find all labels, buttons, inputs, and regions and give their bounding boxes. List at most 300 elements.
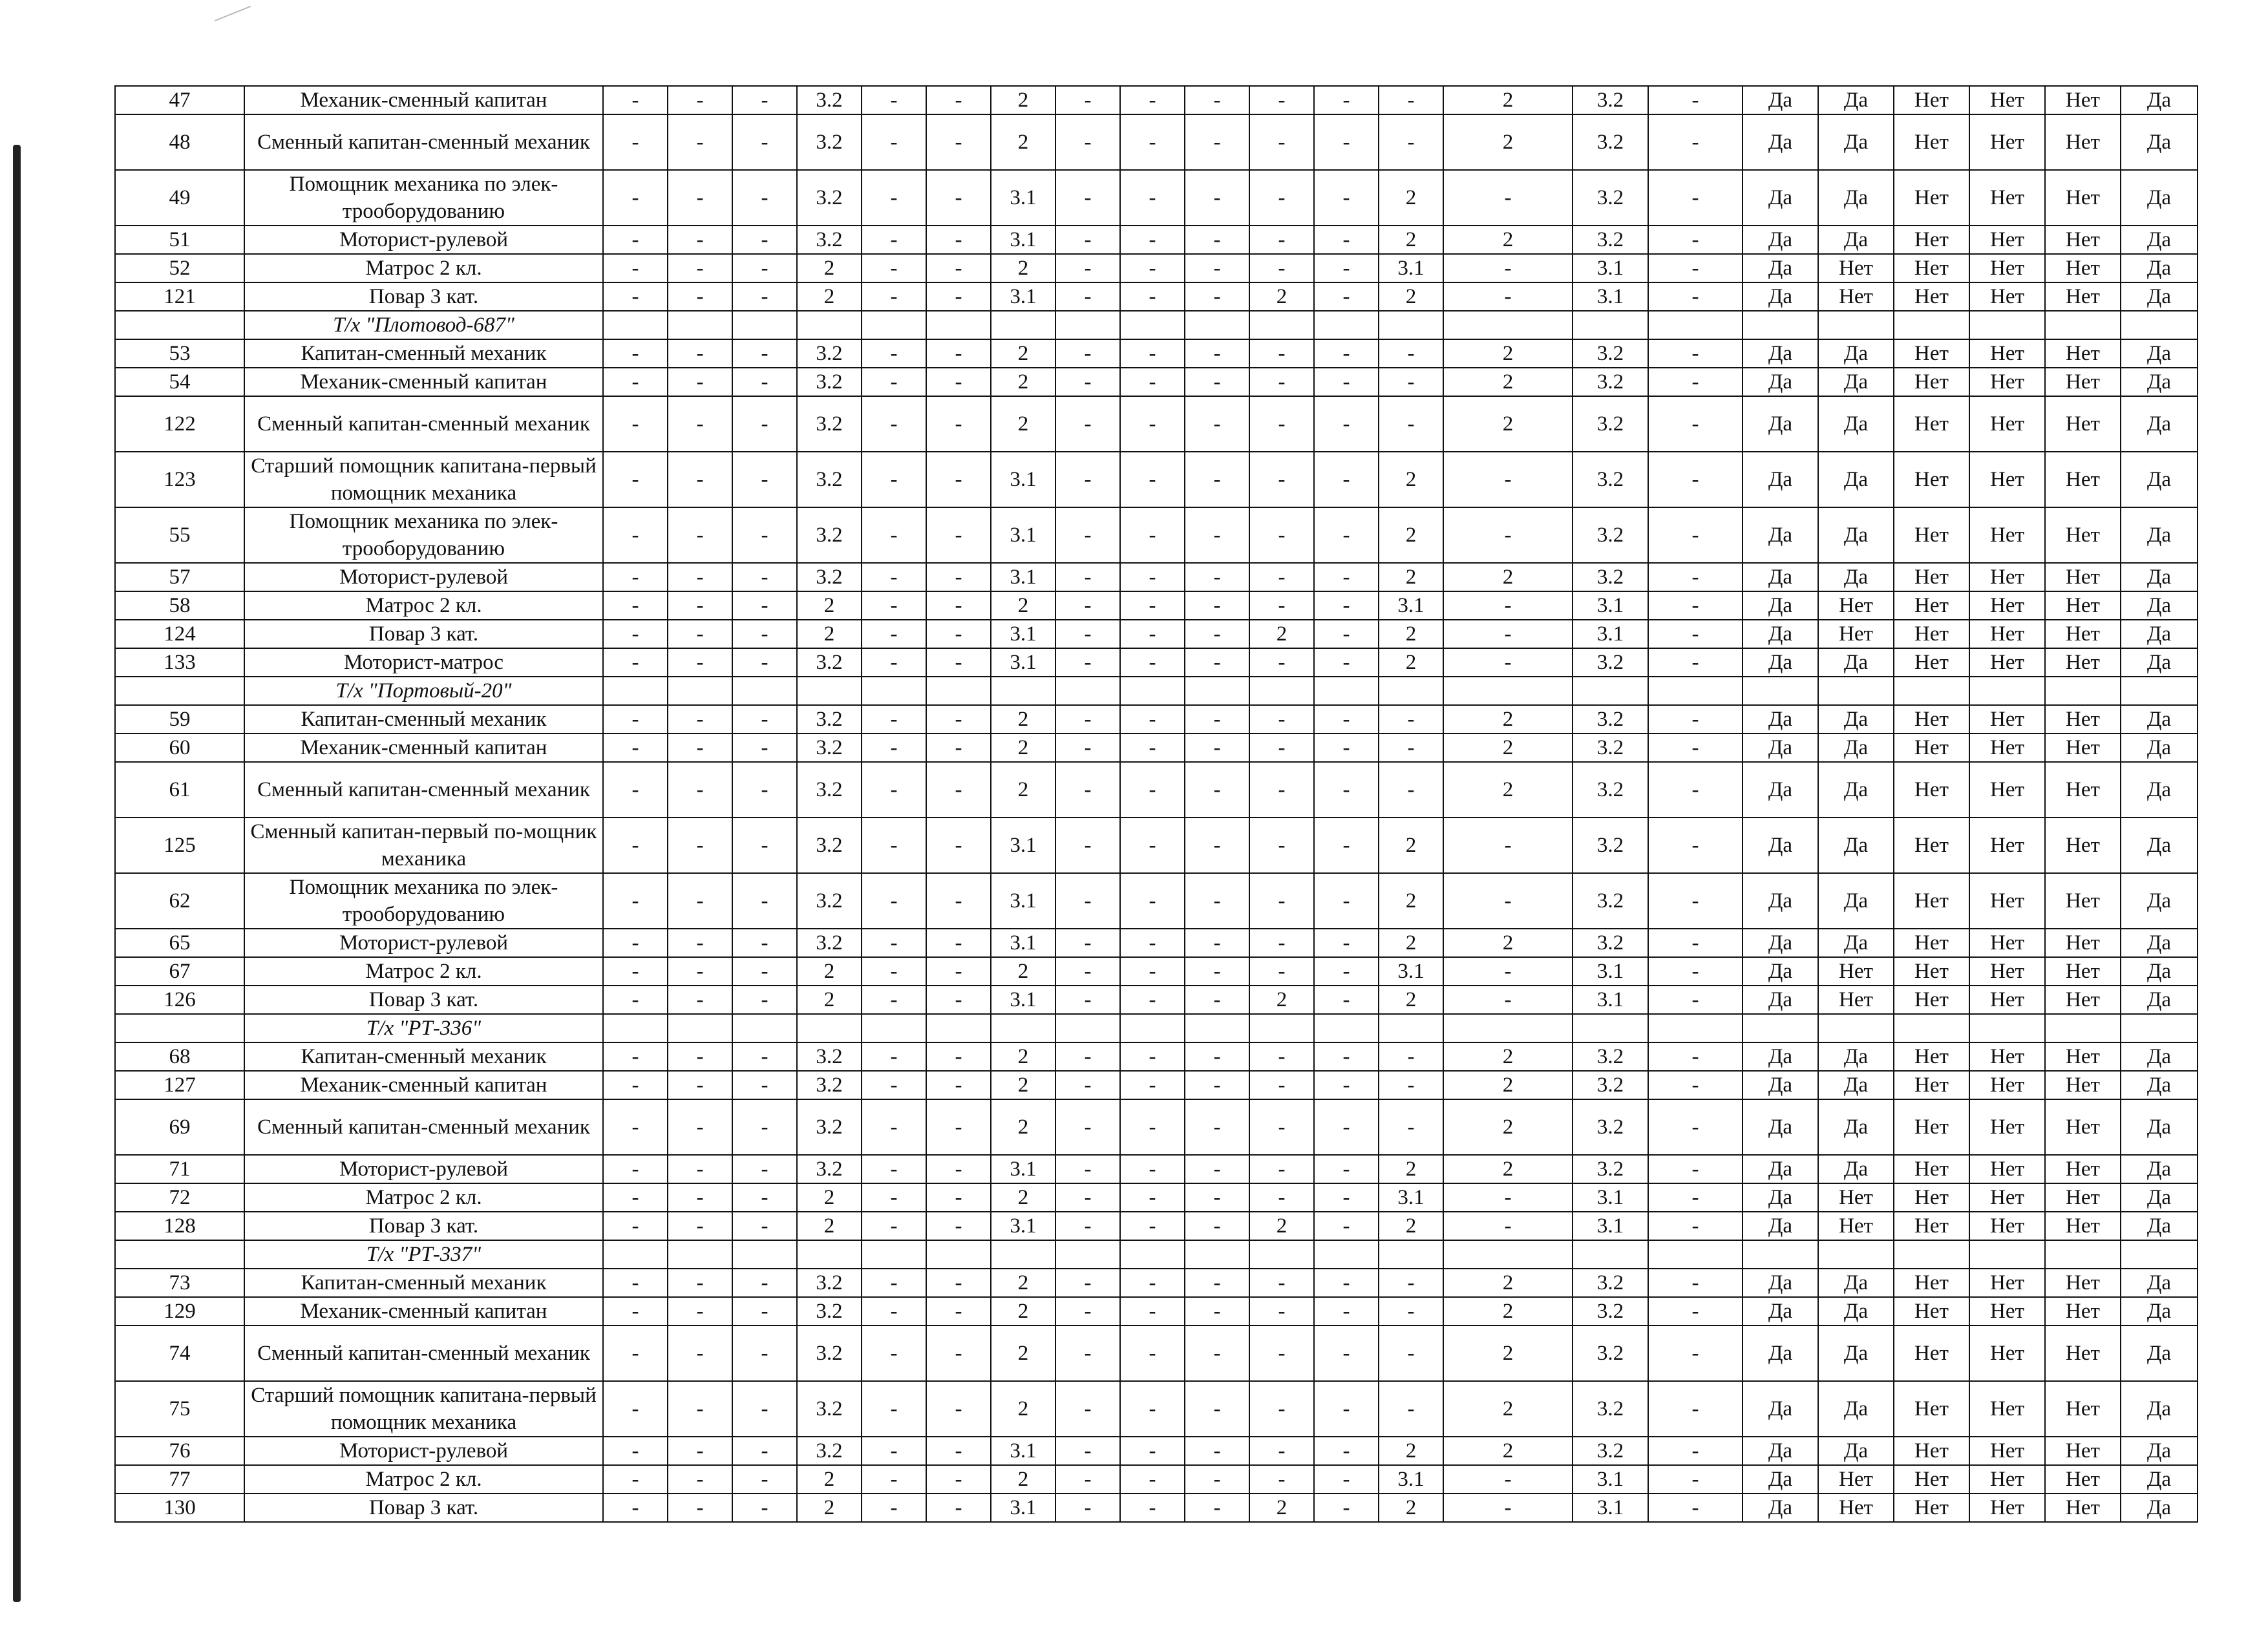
value-cell: 3.2 [797, 1381, 862, 1437]
value-cell: - [1249, 1155, 1314, 1183]
value-cell: 2 [991, 705, 1055, 734]
value-cell: - [1185, 1494, 1249, 1522]
value-cell: - [668, 929, 732, 957]
value-cell: Да [1743, 396, 1818, 452]
value-cell: Да [1818, 929, 1894, 957]
value-cell: - [1120, 1326, 1185, 1381]
value-cell: - [1055, 339, 1120, 368]
value-cell: 3.2 [797, 452, 862, 507]
value-cell: - [603, 86, 668, 114]
value-cell: - [1443, 282, 1573, 311]
value-cell: - [926, 254, 991, 282]
position-title-cell: Помощник механика по элек-трооборудованию [244, 873, 603, 929]
value-cell: - [1185, 957, 1249, 986]
value-cell: Да [1818, 1437, 1894, 1465]
value-cell: 2 [1443, 368, 1573, 396]
value-cell: Нет [2045, 1099, 2121, 1155]
value-cell: Да [1743, 170, 1818, 226]
value-cell: 2 [991, 762, 1055, 818]
value-cell: - [1120, 620, 1185, 648]
value-cell: 3.2 [1573, 705, 1648, 734]
value-cell: - [1055, 563, 1120, 591]
value-cell: 3.2 [797, 648, 862, 677]
value-cell: 2 [1379, 986, 1443, 1014]
value-cell: Нет [1818, 1212, 1894, 1240]
value-cell: Нет [1894, 452, 1969, 507]
value-cell: - [1055, 705, 1120, 734]
value-cell: - [1314, 1297, 1379, 1326]
value-cell: Нет [1894, 1465, 1969, 1494]
value-cell: 3.2 [797, 396, 862, 452]
value-cell: - [1055, 86, 1120, 114]
value-cell: - [1055, 170, 1120, 226]
table-cell [668, 311, 732, 339]
table-cell [1743, 677, 1818, 705]
value-cell: Нет [2045, 507, 2121, 563]
value-cell: 3.2 [797, 929, 862, 957]
value-cell: - [732, 1183, 797, 1212]
table-cell [862, 677, 926, 705]
value-cell: - [1379, 1042, 1443, 1071]
value-cell: - [603, 734, 668, 762]
value-cell: - [1648, 620, 1743, 648]
value-cell: 2 [991, 1381, 1055, 1437]
value-cell: - [1120, 1297, 1185, 1326]
value-cell: Нет [2045, 1071, 2121, 1099]
value-cell: - [926, 620, 991, 648]
value-cell: 3.2 [1573, 818, 1648, 873]
value-cell: Да [1743, 1269, 1818, 1297]
position-title-cell: Повар 3 кат. [244, 282, 603, 311]
value-cell: Да [2121, 452, 2198, 507]
table-cell [1648, 1240, 1743, 1269]
value-cell: - [603, 620, 668, 648]
value-cell: - [603, 396, 668, 452]
value-cell: - [1314, 1099, 1379, 1155]
value-cell: - [1648, 734, 1743, 762]
value-cell: - [1185, 818, 1249, 873]
value-cell: Нет [1894, 648, 1969, 677]
value-cell: Нет [1894, 1042, 1969, 1071]
table-cell [1743, 311, 1818, 339]
value-cell: - [603, 1183, 668, 1212]
value-cell: - [603, 1099, 668, 1155]
value-cell: Да [1743, 226, 1818, 254]
value-cell: - [1120, 254, 1185, 282]
value-cell: - [862, 957, 926, 986]
value-cell: 3.2 [1573, 1099, 1648, 1155]
value-cell: - [1249, 873, 1314, 929]
number-cell [115, 1240, 244, 1269]
value-cell: 2 [1379, 1155, 1443, 1183]
value-cell: Нет [1894, 591, 1969, 620]
value-cell: Да [2121, 762, 2198, 818]
value-cell: 3.1 [1379, 957, 1443, 986]
value-cell: - [862, 563, 926, 591]
table-cell [1894, 1240, 1969, 1269]
value-cell: Нет [1969, 1269, 2045, 1297]
value-cell: Нет [1969, 563, 2045, 591]
value-cell: - [732, 1099, 797, 1155]
position-title-cell: Моторист-матрос [244, 648, 603, 677]
assessment-table [114, 85, 2198, 1523]
value-cell: - [1185, 507, 1249, 563]
value-cell: 2 [797, 591, 862, 620]
value-cell: - [1648, 1297, 1743, 1326]
value-cell: - [668, 1437, 732, 1465]
value-cell: Нет [1894, 1212, 1969, 1240]
position-title-cell: Моторист-рулевой [244, 226, 603, 254]
value-cell: Да [1743, 452, 1818, 507]
value-cell: - [862, 1269, 926, 1297]
value-cell: Нет [1894, 339, 1969, 368]
position-title-cell: Механик-сменный капитан [244, 734, 603, 762]
value-cell: - [1055, 1465, 1120, 1494]
value-cell: Да [2121, 957, 2198, 986]
position-title-cell: Сменный капитан-сменный механик [244, 1326, 603, 1381]
value-cell: - [1648, 396, 1743, 452]
value-cell: - [1185, 86, 1249, 114]
value-cell: 3.2 [797, 563, 862, 591]
value-cell: Нет [1969, 86, 2045, 114]
position-title-cell: Капитан-сменный механик [244, 1269, 603, 1297]
value-cell: Нет [2045, 452, 2121, 507]
value-cell: - [862, 648, 926, 677]
table-cell [668, 1014, 732, 1042]
value-cell: - [1055, 818, 1120, 873]
position-title-cell: Повар 3 кат. [244, 1212, 603, 1240]
value-cell: Да [1743, 986, 1818, 1014]
value-cell: - [862, 114, 926, 170]
value-cell: - [926, 1042, 991, 1071]
value-cell: 3.1 [1573, 254, 1648, 282]
value-cell: 2 [1443, 1099, 1573, 1155]
value-cell: Да [1743, 339, 1818, 368]
value-cell: - [862, 170, 926, 226]
job-number-cell: 52 [115, 254, 244, 282]
value-cell: Нет [1969, 226, 2045, 254]
value-cell: - [1314, 648, 1379, 677]
value-cell: - [1314, 1269, 1379, 1297]
table-row [115, 1494, 2198, 1522]
value-cell: - [1314, 1212, 1379, 1240]
value-cell: - [1314, 563, 1379, 591]
table-row [115, 734, 2198, 762]
value-cell: - [1055, 282, 1120, 311]
value-cell: - [1249, 1269, 1314, 1297]
value-cell: - [1443, 254, 1573, 282]
table-cell [1894, 311, 1969, 339]
value-cell: - [1120, 1494, 1185, 1522]
value-cell: Да [2121, 620, 2198, 648]
value-cell: 3.1 [1379, 254, 1443, 282]
table-cell [732, 677, 797, 705]
value-cell: - [668, 1297, 732, 1326]
value-cell: Нет [1969, 1465, 2045, 1494]
job-number-cell: 75 [115, 1381, 244, 1437]
value-cell: Нет [2045, 957, 2121, 986]
job-number-cell: 77 [115, 1465, 244, 1494]
table-row [115, 705, 2198, 734]
value-cell: - [1648, 762, 1743, 818]
job-number-cell: 51 [115, 226, 244, 254]
value-cell: 3.1 [1573, 1465, 1648, 1494]
value-cell: - [1249, 452, 1314, 507]
table-cell [1648, 1014, 1743, 1042]
value-cell: - [1120, 86, 1185, 114]
value-cell: - [862, 1381, 926, 1437]
value-cell: - [1249, 929, 1314, 957]
value-cell: 3.2 [797, 1042, 862, 1071]
value-cell: 2 [1443, 339, 1573, 368]
vessel-section-title: Т/х "Портовый-20" [244, 677, 603, 705]
value-cell: - [1185, 1099, 1249, 1155]
value-cell: 3.1 [1573, 957, 1648, 986]
value-cell: - [862, 1326, 926, 1381]
value-cell: Нет [1969, 1155, 2045, 1183]
value-cell: 3.2 [797, 1326, 862, 1381]
value-cell: 3.2 [1573, 339, 1648, 368]
value-cell: Да [1743, 762, 1818, 818]
job-number-cell: 72 [115, 1183, 244, 1212]
value-cell: 2 [1379, 1212, 1443, 1240]
table-cell [926, 311, 991, 339]
position-title-cell: Капитан-сменный механик [244, 339, 603, 368]
value-cell: - [1249, 591, 1314, 620]
value-cell: - [926, 762, 991, 818]
value-cell: - [1120, 762, 1185, 818]
value-cell: - [926, 86, 991, 114]
value-cell: Нет [1818, 1494, 1894, 1522]
value-cell: Да [1743, 1465, 1818, 1494]
scan-edge-bar [13, 145, 21, 1602]
table-cell [603, 311, 668, 339]
value-cell: - [862, 986, 926, 1014]
table-cell [1120, 311, 1185, 339]
value-cell: Нет [1969, 114, 2045, 170]
table-cell [1969, 1240, 2045, 1269]
value-cell: 2 [797, 986, 862, 1014]
value-cell: Нет [1969, 734, 2045, 762]
value-cell: 3.2 [797, 170, 862, 226]
value-cell: - [862, 1212, 926, 1240]
value-cell: 3.2 [797, 705, 862, 734]
table-row [115, 1381, 2198, 1437]
value-cell: - [862, 339, 926, 368]
value-cell: - [1443, 873, 1573, 929]
value-cell: Нет [1894, 1155, 1969, 1183]
value-cell: - [1055, 507, 1120, 563]
value-cell: - [1249, 1297, 1314, 1326]
value-cell: Да [1743, 929, 1818, 957]
value-cell: - [1648, 1437, 1743, 1465]
value-cell: - [603, 170, 668, 226]
value-cell: - [668, 1155, 732, 1183]
value-cell: Да [2121, 1212, 2198, 1240]
table-row [115, 986, 2198, 1014]
value-cell: - [668, 1042, 732, 1071]
table-cell [732, 1240, 797, 1269]
value-cell: - [1249, 1099, 1314, 1155]
value-cell: Нет [2045, 1297, 2121, 1326]
value-cell: - [1055, 873, 1120, 929]
value-cell: - [668, 170, 732, 226]
value-cell: - [603, 591, 668, 620]
value-cell: Да [1743, 282, 1818, 311]
value-cell: - [732, 1326, 797, 1381]
value-cell: - [603, 1155, 668, 1183]
table-cell [797, 1240, 862, 1269]
value-cell: - [668, 1212, 732, 1240]
value-cell: - [603, 762, 668, 818]
job-number-cell: 49 [115, 170, 244, 226]
value-cell: Нет [1969, 1212, 2045, 1240]
position-title-cell: Матрос 2 кл. [244, 1183, 603, 1212]
value-cell: - [668, 1099, 732, 1155]
value-cell: 3.2 [1573, 929, 1648, 957]
value-cell: - [862, 452, 926, 507]
table-cell [1055, 677, 1120, 705]
value-cell: - [1648, 1042, 1743, 1071]
value-cell: Да [2121, 368, 2198, 396]
position-title-cell: Сменный капитан-сменный механик [244, 1099, 603, 1155]
value-cell: Нет [1894, 254, 1969, 282]
value-cell: - [668, 705, 732, 734]
value-cell: Нет [2045, 620, 2121, 648]
value-cell: - [1379, 1269, 1443, 1297]
position-title-cell: Матрос 2 кл. [244, 1465, 603, 1494]
value-cell: - [1443, 591, 1573, 620]
value-cell: - [732, 86, 797, 114]
value-cell: - [1443, 620, 1573, 648]
value-cell: 3.1 [991, 1494, 1055, 1522]
value-cell: Нет [2045, 86, 2121, 114]
value-cell: 2 [797, 957, 862, 986]
value-cell: Да [1818, 1042, 1894, 1071]
value-cell: Нет [1894, 1071, 1969, 1099]
value-cell: 3.2 [1573, 1269, 1648, 1297]
value-cell: - [668, 1183, 732, 1212]
value-cell: - [862, 705, 926, 734]
value-cell: 2 [1443, 226, 1573, 254]
value-cell: 3.1 [1379, 1465, 1443, 1494]
value-cell: - [1120, 986, 1185, 1014]
value-cell: 2 [991, 86, 1055, 114]
value-cell: 2 [1443, 1326, 1573, 1381]
value-cell: 2 [1379, 873, 1443, 929]
table-cell [2045, 1240, 2121, 1269]
value-cell: 2 [991, 1326, 1055, 1381]
value-cell: - [1120, 1212, 1185, 1240]
table-row [115, 507, 2198, 563]
value-cell: 2 [1443, 929, 1573, 957]
value-cell: Да [2121, 170, 2198, 226]
value-cell: Нет [1818, 1183, 1894, 1212]
table-row [115, 396, 2198, 452]
value-cell: Нет [1894, 620, 1969, 648]
value-cell: - [862, 1042, 926, 1071]
table-cell [1648, 311, 1743, 339]
value-cell: - [1120, 1071, 1185, 1099]
value-cell: Нет [1969, 1381, 2045, 1437]
value-cell: - [926, 1099, 991, 1155]
value-cell: 3.2 [797, 507, 862, 563]
value-cell: - [1055, 734, 1120, 762]
value-cell: Нет [1894, 1099, 1969, 1155]
value-cell: - [1379, 114, 1443, 170]
value-cell: - [1443, 648, 1573, 677]
value-cell: - [668, 1494, 732, 1522]
value-cell: Да [1743, 818, 1818, 873]
value-cell: Да [1818, 226, 1894, 254]
value-cell: - [1185, 873, 1249, 929]
value-cell: Да [1818, 86, 1894, 114]
value-cell: Да [1743, 873, 1818, 929]
value-cell: - [862, 1155, 926, 1183]
value-cell: Да [1743, 86, 1818, 114]
value-cell: 2 [797, 254, 862, 282]
value-cell: - [926, 957, 991, 986]
value-cell: - [1055, 368, 1120, 396]
value-cell: - [1185, 1465, 1249, 1494]
value-cell: - [926, 339, 991, 368]
table-cell [1185, 1014, 1249, 1042]
table-cell [1443, 311, 1573, 339]
value-cell: - [926, 170, 991, 226]
value-cell: Нет [2045, 282, 2121, 311]
table-cell [1249, 677, 1314, 705]
value-cell: - [926, 396, 991, 452]
value-cell: - [1120, 114, 1185, 170]
value-cell: - [603, 957, 668, 986]
value-cell: - [1185, 396, 1249, 452]
table-cell [2121, 677, 2198, 705]
vessel-section-title: Т/х "РТ-337" [244, 1240, 603, 1269]
value-cell: - [926, 114, 991, 170]
value-cell: 2 [1379, 226, 1443, 254]
value-cell: 2 [1443, 762, 1573, 818]
value-cell: 3.2 [1573, 1297, 1648, 1326]
value-cell: - [1379, 1297, 1443, 1326]
value-cell: - [668, 1465, 732, 1494]
value-cell: - [1314, 368, 1379, 396]
value-cell: - [1249, 1465, 1314, 1494]
value-cell: 3.1 [991, 226, 1055, 254]
table-cell [991, 1014, 1055, 1042]
value-cell: 2 [1443, 705, 1573, 734]
value-cell: - [603, 563, 668, 591]
number-cell [115, 677, 244, 705]
value-cell: Нет [1894, 873, 1969, 929]
value-cell: - [1120, 873, 1185, 929]
value-cell: 3.2 [797, 762, 862, 818]
value-cell: Да [1818, 705, 1894, 734]
value-cell: Нет [2045, 818, 2121, 873]
value-cell: 2 [991, 957, 1055, 986]
value-cell: - [1249, 648, 1314, 677]
value-cell: Да [2121, 1465, 2198, 1494]
value-cell: - [1055, 1212, 1120, 1240]
table-row [115, 1042, 2198, 1071]
value-cell: - [926, 591, 991, 620]
value-cell: - [1314, 1155, 1379, 1183]
table-row [115, 1183, 2198, 1212]
value-cell: Да [1743, 1183, 1818, 1212]
value-cell: - [1314, 1042, 1379, 1071]
value-cell: Нет [1969, 507, 2045, 563]
value-cell: - [1120, 1465, 1185, 1494]
value-cell: Да [1743, 1437, 1818, 1465]
